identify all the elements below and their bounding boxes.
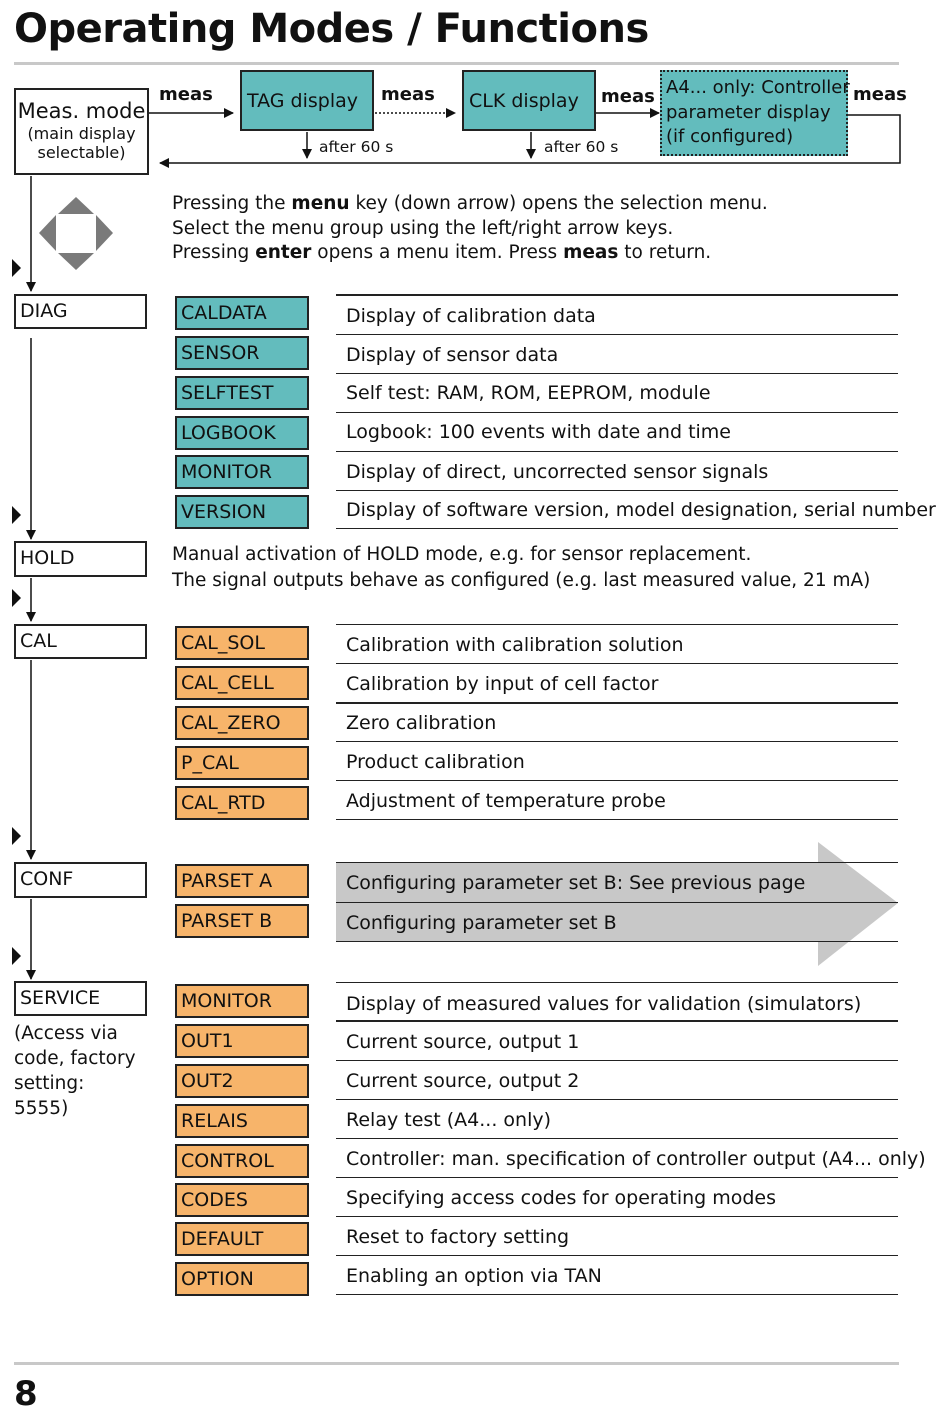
tag-display-box: [240, 70, 374, 131]
cal-rule-top: [336, 624, 898, 625]
clk-display-label: CLK display: [469, 90, 579, 112]
conf-rule-top: [336, 862, 898, 863]
desc-sensor: Display of sensor data: [346, 344, 559, 366]
menu-item-out2[interactable]: OUT2: [175, 1064, 309, 1098]
row-rule: [336, 702, 898, 704]
service-access-note: (Access via code, factory setting: 5555): [14, 1023, 136, 1119]
after-60s-1: after 60 s: [319, 138, 394, 156]
row-rule: [336, 490, 898, 491]
menu-item-cal-zero[interactable]: CAL_ZERO: [175, 706, 309, 740]
meas-label-4: meas: [853, 84, 907, 105]
menu-item-cal-cell[interactable]: CAL_CELL: [175, 666, 309, 700]
menu-item-parset-a[interactable]: PARSET A: [175, 864, 309, 898]
group-service: SERVICE: [14, 981, 147, 1016]
desc-monitor-service: Display of measured values for validation (simulators): [346, 993, 862, 1015]
diag-rule-top: [336, 294, 898, 296]
desc-p-cal: Product calibration: [346, 751, 525, 773]
page-number: 8: [14, 1374, 38, 1414]
row-rule: [336, 1138, 898, 1139]
menu-item-codes[interactable]: CODES: [175, 1183, 309, 1217]
desc-cal-rtd: Adjustment of temperature probe: [346, 790, 666, 812]
row-rule: [336, 373, 898, 374]
desc-cal-zero: Zero calibration: [346, 712, 497, 734]
group-cal: CAL: [14, 624, 147, 659]
menu-item-parset-b[interactable]: PARSET B: [175, 904, 309, 938]
meas-mode-sub1: (main display: [27, 124, 136, 143]
row-rule: [336, 1255, 898, 1256]
conf-band-arrow: [336, 842, 898, 966]
row-rule: [336, 334, 898, 335]
menu-item-relais[interactable]: RELAIS: [175, 1104, 309, 1138]
menu-item-monitor-diag[interactable]: MONITOR: [175, 455, 309, 489]
desc-cal-cell: Calibration by input of cell factor: [346, 673, 659, 695]
desc-default: Reset to factory setting: [346, 1226, 570, 1248]
row-rule: [336, 1099, 898, 1100]
tag-display-label: TAG display: [247, 90, 359, 112]
hold-description: Manual activation of HOLD mode, e.g. for sensor replacement. The signal outputs behave as configured (e.g. last measured value, 21 mA): [172, 544, 871, 591]
service-rule-top: [336, 982, 898, 983]
desc-option: Enabling an option via TAN: [346, 1265, 602, 1287]
meas-label-1: meas: [159, 84, 213, 105]
meas-mode-box: [14, 88, 149, 175]
row-rule: [336, 451, 898, 452]
controller-line3: (if configured): [666, 126, 794, 147]
desc-control: Controller: man. specification of controller output (A4... only): [346, 1148, 926, 1170]
nav-keys-icon: [39, 197, 113, 270]
after-60s-2: after 60 s: [544, 138, 619, 156]
intro-line2: Select the menu group using the left/right arrow keys.: [172, 217, 674, 239]
intro-line1: Pressing the menu key (down arrow) opens the selection menu.: [172, 193, 768, 214]
clk-display-box: [462, 70, 596, 131]
group-diag: DIAG: [14, 294, 147, 329]
row-rule: [336, 412, 898, 413]
row-rule: [336, 941, 898, 942]
page-title: Operating Modes / Functions: [14, 6, 649, 52]
group-hold: HOLD: [14, 541, 147, 577]
desc-out1: Current source, output 1: [346, 1031, 580, 1053]
footer-rule: [14, 1362, 899, 1365]
menu-item-option[interactable]: OPTION: [175, 1262, 309, 1296]
meas-mode-sub2: selectable): [37, 143, 126, 162]
meas-label-2: meas: [381, 84, 435, 105]
menu-item-logbook[interactable]: LOGBOOK: [175, 416, 309, 450]
row-rule: [336, 1177, 898, 1178]
desc-cal-sol: Calibration with calibration solution: [346, 634, 684, 656]
menu-item-cal-sol[interactable]: CAL_SOL: [175, 626, 309, 660]
desc-version: Display of software version, model designation, serial number: [346, 499, 936, 521]
desc-caldata: Display of calibration data: [346, 305, 596, 327]
menu-item-sensor[interactable]: SENSOR: [175, 336, 309, 370]
meas-label-3: meas: [601, 86, 655, 107]
menu-item-monitor-service[interactable]: MONITOR: [175, 984, 309, 1018]
group-conf: CONF: [14, 862, 147, 898]
menu-item-selftest[interactable]: SELFTEST: [175, 376, 309, 410]
desc-parset-b: Configuring parameter set B: [346, 912, 617, 934]
controller-line2: parameter display: [666, 101, 831, 123]
row-rule: [336, 819, 898, 820]
row-rule: [336, 1294, 898, 1295]
desc-codes: Specifying access codes for operating modes: [346, 1187, 777, 1209]
row-rule: [336, 528, 898, 529]
intro-line3: Pressing enter opens a menu item. Press meas to return.: [172, 242, 712, 263]
meas-mode-title: Meas. mode: [17, 99, 146, 123]
row-rule: [336, 1060, 898, 1061]
menu-item-cal-rtd[interactable]: CAL_RTD: [175, 786, 309, 820]
menu-item-version[interactable]: VERSION: [175, 495, 309, 529]
desc-relais: Relay test (A4... only): [346, 1109, 552, 1131]
desc-out2: Current source, output 2: [346, 1070, 580, 1092]
row-rule: [336, 741, 898, 742]
row-rule: [336, 663, 898, 664]
controller-display-box: [660, 70, 848, 156]
desc-monitor-diag: Display of direct, uncorrected sensor signals: [346, 461, 769, 483]
row-rule: [336, 1020, 898, 1022]
intro-text: [172, 192, 768, 266]
row-rule: [336, 1216, 898, 1217]
desc-logbook: Logbook: 100 events with date and time: [346, 421, 731, 443]
menu-item-default[interactable]: DEFAULT: [175, 1222, 309, 1256]
desc-selftest: Self test: RAM, ROM, EEPROM, module: [346, 382, 711, 404]
menu-item-p-cal[interactable]: P_CAL: [175, 746, 309, 780]
row-rule: [336, 902, 898, 903]
menu-item-caldata[interactable]: CALDATA: [175, 296, 309, 330]
controller-line1: A4... only: Controller: [666, 77, 850, 98]
row-rule: [336, 780, 898, 781]
menu-item-out1[interactable]: OUT1: [175, 1024, 309, 1058]
menu-item-control[interactable]: CONTROL: [175, 1144, 309, 1178]
desc-parset-a: Configuring parameter set B: See previous page: [346, 872, 806, 894]
